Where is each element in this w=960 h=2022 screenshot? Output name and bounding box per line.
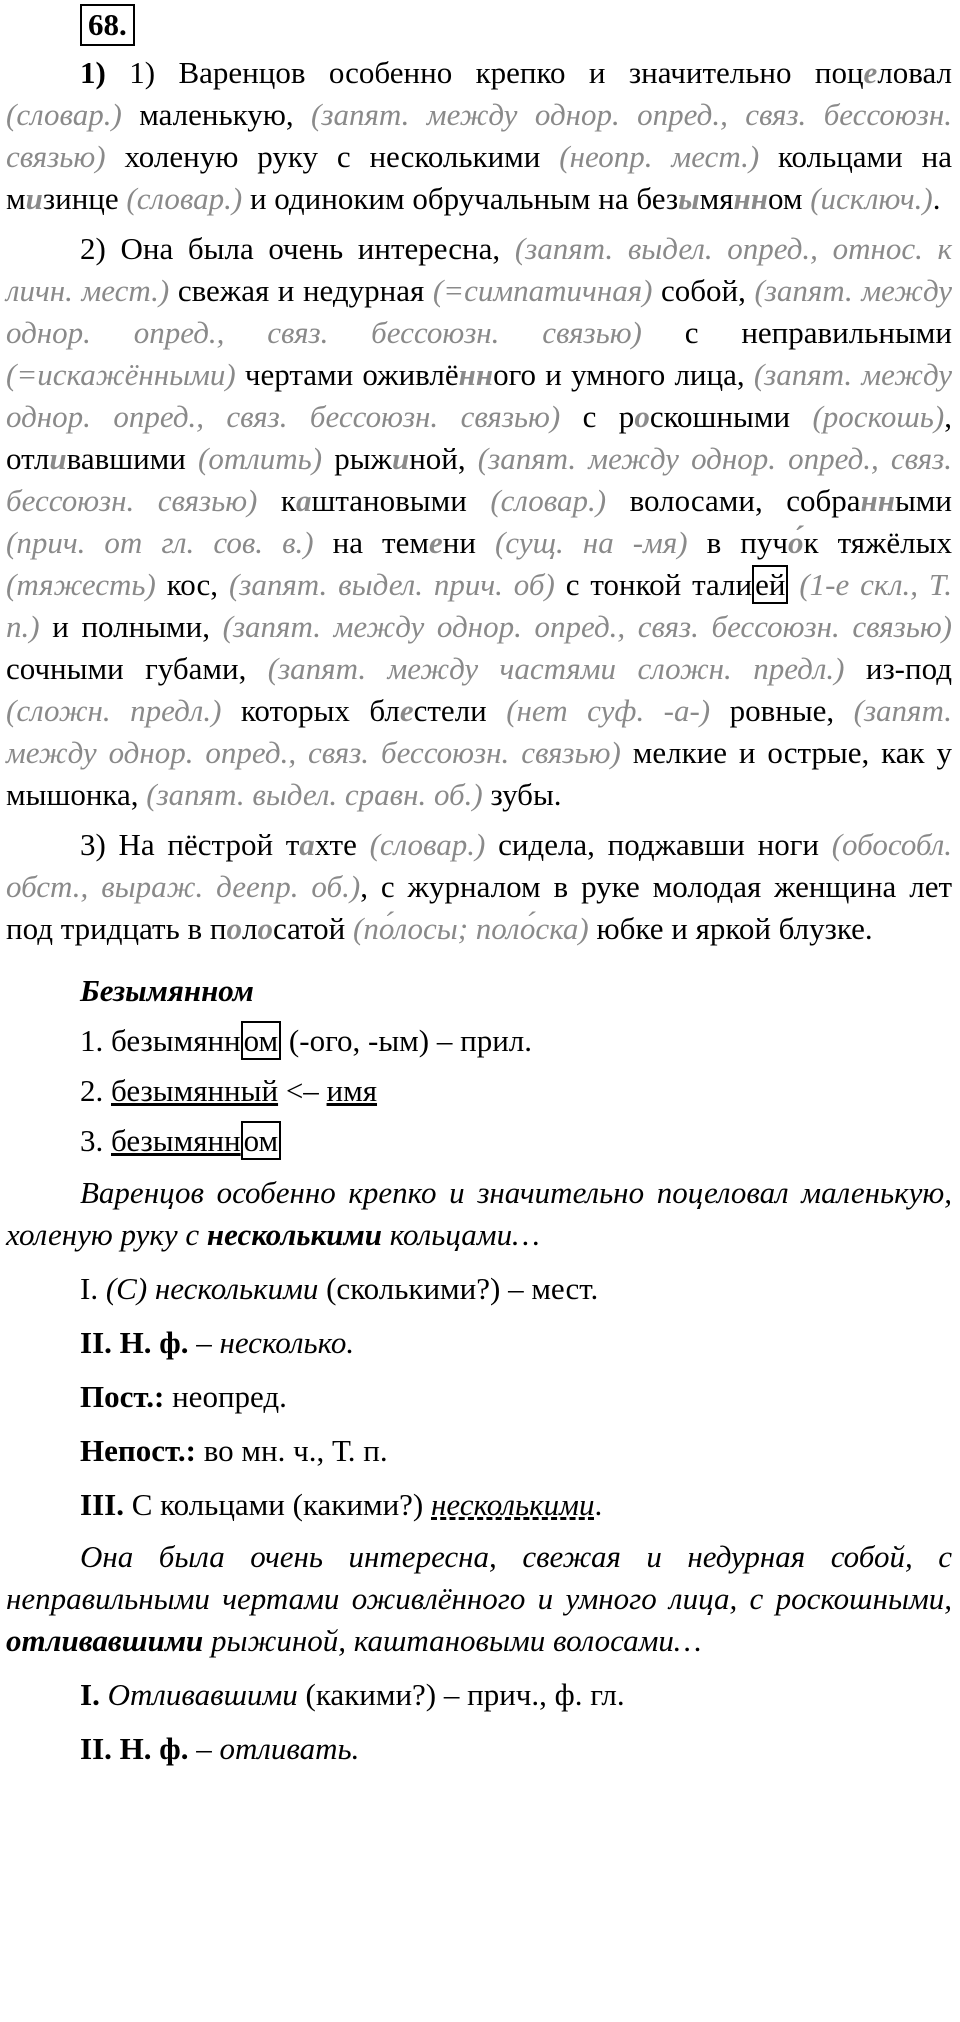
- text: с р: [560, 399, 635, 434]
- text: –: [188, 1325, 220, 1360]
- text: зубы.: [482, 777, 562, 812]
- vowel: ы: [678, 181, 700, 216]
- vowel: о: [226, 911, 242, 946]
- comment: (запят. между однор. опред., связ. бессоюзн. связью): [6, 357, 953, 434]
- comment: (роскошь): [812, 399, 945, 434]
- text: отливать.: [219, 1731, 360, 1766]
- text: к: [257, 483, 296, 518]
- text: волосами, собра: [606, 483, 861, 518]
- comment: (словар.): [490, 483, 607, 518]
- text: штановыми: [311, 483, 491, 518]
- comment: (запят. между однор. опред., связ. бессоюзн. связью): [6, 693, 952, 770]
- comment: (по́лосы; поло́ска): [353, 911, 589, 946]
- text: Отливавшими: [99, 1677, 298, 1712]
- sentence-2: [6, 1536, 952, 1662]
- comment: (обособл. обст., выраж. деепр. об.): [6, 827, 952, 904]
- comment: (запят. между однор. опред., связ. бессоюзн. связью): [222, 609, 952, 644]
- vowel: и: [391, 441, 410, 476]
- comment: (=симпатичная): [432, 273, 653, 308]
- paragraph-2: [6, 228, 952, 816]
- comment: (запят. между частями сложн. предл.): [267, 651, 845, 686]
- text: и полными,: [39, 609, 223, 644]
- key-word: отливавшими: [6, 1623, 204, 1658]
- text: ом: [767, 181, 811, 216]
- comment: (1-е скл., Т. п.): [6, 567, 952, 644]
- text: , отл: [6, 399, 952, 476]
- text: сочными губами,: [6, 651, 268, 686]
- ending-box: ом: [241, 1121, 282, 1160]
- text: (С) несколькими: [105, 1271, 319, 1306]
- ending-box: ей: [752, 565, 788, 604]
- text: стели: [413, 693, 507, 728]
- morph1-line5: [80, 1484, 960, 1526]
- key-word: несколькими: [206, 1217, 382, 1252]
- vowel: е: [399, 693, 414, 728]
- text: Непост.:: [80, 1433, 196, 1468]
- text: 1. безымянн: [80, 1023, 241, 1058]
- analysis-item-3: [80, 1120, 960, 1162]
- comment: (нет суф. -а-): [506, 693, 711, 728]
- morph1-line1: [80, 1268, 960, 1310]
- text: ровные,: [710, 693, 854, 728]
- root-word: имя: [326, 1073, 378, 1108]
- text: юбке и яркой блузке.: [588, 911, 873, 946]
- text: 1) Варенцов особенно крепко и значительно поц: [129, 55, 864, 90]
- text: мя: [699, 181, 734, 216]
- paragraph-3: [6, 824, 952, 950]
- vowel: и: [49, 441, 67, 476]
- morph2-line1: [80, 1674, 960, 1716]
- text: I.: [80, 1271, 106, 1306]
- text: Варенцов особенно крепко и значительно поцеловал маленькую, холеную руку с: [6, 1175, 952, 1252]
- morph1-line4: [80, 1430, 960, 1472]
- text: 2.: [80, 1073, 111, 1108]
- text: (какими?) – прич., ф. гл.: [297, 1677, 625, 1712]
- text: неопред.: [164, 1379, 287, 1414]
- vowel: а: [299, 827, 315, 862]
- comment: (словар.): [6, 97, 122, 132]
- text: маленькую,: [121, 97, 312, 132]
- text: ной,: [409, 441, 478, 476]
- task-number: 68.: [80, 4, 135, 46]
- comment: (=искажёнными): [6, 357, 236, 392]
- text: несколькими: [431, 1487, 595, 1522]
- text: 3) На пёстрой т: [80, 827, 300, 862]
- p1-label: 1): [80, 55, 106, 90]
- text: рыжиной, каштановыми волосами…: [203, 1623, 702, 1658]
- text: сатой: [272, 911, 354, 946]
- sentence-1: [6, 1172, 952, 1256]
- text: л: [241, 911, 258, 946]
- text: несколько.: [219, 1325, 355, 1360]
- vowel: е: [428, 525, 443, 560]
- paragraph-1: [6, 52, 952, 220]
- analysis-heading: Безымянном: [80, 973, 254, 1008]
- morph1-line2: [80, 1322, 960, 1364]
- stem-word: безымянный: [111, 1073, 279, 1108]
- text: , с журналом в руке молодая женщина лет под тридцать в п: [6, 869, 953, 946]
- morph2-line2: [80, 1728, 960, 1770]
- text: кольцами на м: [6, 139, 952, 216]
- stem-word: безымянн: [111, 1123, 241, 1158]
- text: собой,: [652, 273, 755, 308]
- arrow: <–: [278, 1073, 327, 1108]
- comment: (запят. между однор. опред., связ. бессоюзн. связью): [6, 441, 952, 518]
- morph1-line3: [80, 1376, 960, 1418]
- text: сидела, поджавши ноги: [485, 827, 832, 862]
- text: и одиноким обручальным на без: [242, 181, 679, 216]
- text: холеную руку с несколькими: [105, 139, 560, 174]
- text: рыж: [322, 441, 392, 476]
- comment: (запят. выдел. сравн. об.): [146, 777, 483, 812]
- comment: (сложн. предл.): [6, 693, 222, 728]
- vowel: нн: [733, 181, 768, 216]
- analysis-item-2: [80, 1070, 960, 1112]
- text: ыми: [894, 483, 953, 518]
- text: .: [932, 181, 941, 216]
- vowel: о: [634, 399, 650, 434]
- text: (-ого, -ым) – прил.: [281, 1023, 533, 1058]
- text: во мн. ч., Т. п.: [195, 1433, 388, 1468]
- comment: (словар.): [369, 827, 486, 862]
- text: ловал: [877, 55, 953, 90]
- comment: (словар.): [126, 181, 243, 216]
- text: кольцами…: [381, 1217, 540, 1252]
- text: III.: [80, 1487, 124, 1522]
- text: из-под: [844, 651, 952, 686]
- comment: (сущ. на -мя): [494, 525, 688, 560]
- comment: (тяжесть): [6, 567, 156, 602]
- analysis-item-1: [80, 1020, 960, 1062]
- vowel: о: [257, 911, 273, 946]
- text: чертами оживлё: [235, 357, 459, 392]
- text: I.: [80, 1677, 100, 1712]
- comment: (запят. между однор. опред., связ. бессоюзн. связью): [6, 273, 953, 350]
- text: Она была очень интересна, свежая и недурная собой, с неправильными чертами оживлённого и умного лица, с роскошными,: [6, 1539, 952, 1616]
- text: .: [594, 1487, 603, 1522]
- text: мелкие и острые, как у мышонка,: [6, 735, 952, 812]
- text: зинце: [42, 181, 127, 216]
- text: к тяжёлых: [803, 525, 952, 560]
- text: ни: [442, 525, 495, 560]
- text: С кольцами (какими?): [123, 1487, 431, 1522]
- vowel: и: [25, 181, 43, 216]
- text: скошными: [649, 399, 813, 434]
- vowel: нн: [458, 357, 494, 392]
- vowel: е: [863, 55, 878, 90]
- comment: (неопр. мест.): [559, 139, 760, 174]
- text: в пуч: [687, 525, 788, 560]
- comment: (запят. выдел. опред., относ. к личн. мест.): [6, 231, 953, 308]
- vowel: нн: [860, 483, 895, 518]
- ending-box: ом: [241, 1021, 282, 1060]
- text: с неправильными: [641, 315, 952, 350]
- text: ого и умного лица,: [493, 357, 754, 392]
- text: 3.: [80, 1123, 111, 1158]
- text: с тонкой тали: [554, 567, 753, 602]
- text: вавшими: [66, 441, 199, 476]
- text: которых бл: [221, 693, 400, 728]
- vowel: а: [295, 483, 312, 518]
- text: на тем: [313, 525, 429, 560]
- vowel: о́: [788, 525, 804, 560]
- text: (сколькими?) – мест.: [318, 1271, 599, 1306]
- comment: (прич. от гл. сов. в.): [6, 525, 314, 560]
- comment: (запят. выдел. прич. об): [228, 567, 555, 602]
- comment: (исключ.): [810, 181, 933, 216]
- text: кос,: [155, 567, 229, 602]
- comment: (отлить): [198, 441, 323, 476]
- comment: (запят. между однор. опред., связ. бессоюзн. связью): [6, 97, 952, 174]
- text: II. Н. ф.: [80, 1731, 189, 1766]
- text: хте: [314, 827, 370, 862]
- text: 2) Она была очень интересна,: [80, 231, 515, 266]
- text: свежая и недурная: [169, 273, 433, 308]
- text: Пост.:: [80, 1379, 165, 1414]
- text: –: [188, 1731, 220, 1766]
- text: II. Н. ф.: [80, 1325, 189, 1360]
